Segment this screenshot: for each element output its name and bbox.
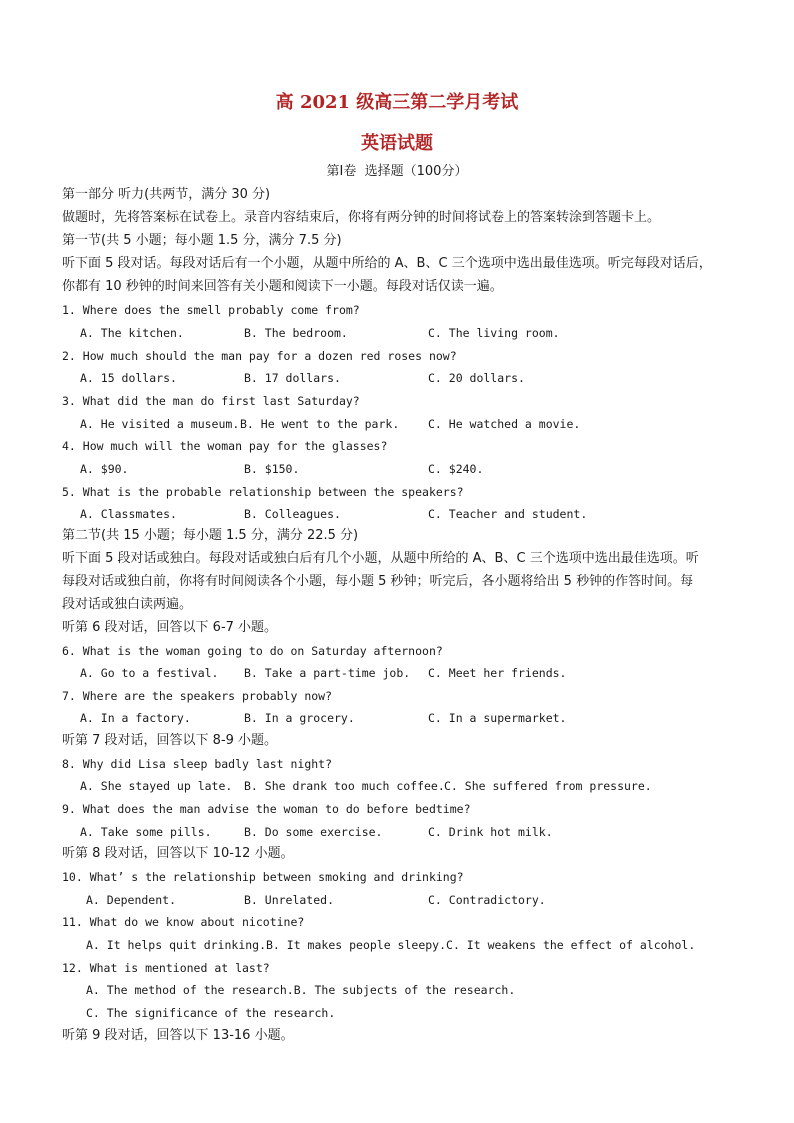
question-6: 6. What is the woman going to do on Saturday afternoon? [62,644,443,658]
q7-option-b: B. In a grocery. [244,711,355,725]
exam-subtitle: 英语试题 [361,133,433,154]
dialog-7-header: 听第 7 段对话，回答以下 8-9 小题。 [62,733,278,748]
question-5: 5. What is the probable relationship between the speakers? [62,485,464,499]
q1-option-b: B. The bedroom. [244,326,348,340]
section1-instruction-2: 你都有 10 秒钟的时间来回答有关小题和阅读下一小题。每段对话仅读一遍。 [62,279,503,294]
section2-header: 第二节(共 15 小题；每小题 1.5 分，满分 22.5 分) [62,528,359,543]
exam-title: 高 2021 级高三第二学月考试 [275,92,519,113]
q7-option-c: C. In a supermarket. [428,711,567,725]
q1-option-a: A. The kitchen. [80,326,184,340]
dialog-8-header: 听第 8 段对话，回答以下 10-12 小题。 [62,846,294,861]
q8-option-a: A. She stayed up late. [80,779,233,793]
question-1: 1. Where does the smell probably come from? [62,303,360,317]
q10-option-c: C. Contradictory. [428,893,546,907]
q3-option-b: B. He went to the park. [240,417,400,431]
q8-option-c: C. She suffered from pressure. [444,779,652,793]
dialog-6-header: 听第 6 段对话，回答以下 6-7 小题。 [62,620,278,635]
dialog-9-header: 听第 9 段对话，回答以下 13-16 小题。 [62,1028,294,1043]
q2-option-c: C. 20 dollars. [428,371,525,385]
q12-options-ab: A. The method of the research.B. The subjects of the research. [86,983,516,997]
question-9: 9. What does the man advise the woman to do before bedtime? [62,802,471,816]
q4-option-a: A. $90. [80,462,129,476]
q5-option-a: A. Classmates. [80,507,177,521]
question-10: 10. What’ s the relationship between smoking and drinking? [62,870,464,884]
question-12: 12. What is mentioned at last? [62,961,270,975]
question-8: 8. Why did Lisa sleep badly last night? [62,757,333,771]
q11-options: A. It helps quit drinking.B. It makes people sleepy.C. It weakens the effect of alcohol. [86,938,696,952]
q9-option-a: A. Take some pills. [80,825,212,839]
question-2: 2. How much should the man pay for a dozen red roses now? [62,349,457,363]
q5-option-c: C. Teacher and student. [428,507,588,521]
q10-option-a: A. Dependent. [86,893,177,907]
q7-option-a: A. In a factory. [80,711,191,725]
q1-option-c: C. The living room. [428,326,560,340]
section-header: 第Ⅰ卷 选择题（100分） [326,164,468,179]
q9-option-c: C. Drink hot milk. [428,825,553,839]
section1-header: 第一节(共 5 小题；每小题 1.5 分，满分 7.5 分) [62,233,342,248]
q5-option-b: B. Colleagues. [244,507,341,521]
question-7: 7. Where are the speakers probably now? [62,689,333,703]
q12-option-c: C. The significance of the research. [86,1006,336,1020]
instruction: 做题时，先将答案标在试卷上。录音内容结束后，你将有两分钟的时间将试卷上的答案转涂到答题卡上。 [62,210,661,225]
q2-option-a: A. 15 dollars. [80,371,177,385]
part1-header: 第一部分 听力(共两节，满分 30 分) [62,187,271,202]
q9-option-b: B. Do some exercise. [244,825,383,839]
q4-option-c: C. $240. [428,462,484,476]
question-11: 11. What do we know about nicotine? [62,915,305,929]
section2-instruction-1: 听下面 5 段对话或独白。每段对话或独白后有几个小题，从题中所给的 A、B、C 三个选项中选出最佳选项。听 [62,551,699,566]
section2-instruction-2: 每段对话或独白前，你将有时间阅读各个小题，每小题 5 秒钟；听完后，各小题将给出 5 秒钟的作答时间。每 [62,574,694,589]
section1-instruction-1: 听下面 5 段对话。每段对话后有一个小题，从题中所给的 A、B、C 三个选项中选出最佳选项。听完每段对话后， [62,256,712,271]
q2-option-b: B. 17 dollars. [244,371,341,385]
q6-option-a: A. Go to a festival. [80,666,219,680]
section2-instruction-3: 段对话或独白读两遍。 [62,597,193,612]
question-4: 4. How much will the woman pay for the glasses? [62,439,388,453]
q10-option-b: B. Unrelated. [244,893,335,907]
q6-option-b: B. Take a part-time job. [244,666,411,680]
q3-option-a: A. He visited a museum. [80,417,240,431]
q8-option-b: B. She drank too much coffee. [244,779,445,793]
q3-option-c: C. He watched a movie. [428,417,581,431]
q6-option-c: C. Meet her friends. [428,666,567,680]
question-3: 3. What did the man do first last Saturday? [62,394,360,408]
q4-option-b: B. $150. [244,462,300,476]
